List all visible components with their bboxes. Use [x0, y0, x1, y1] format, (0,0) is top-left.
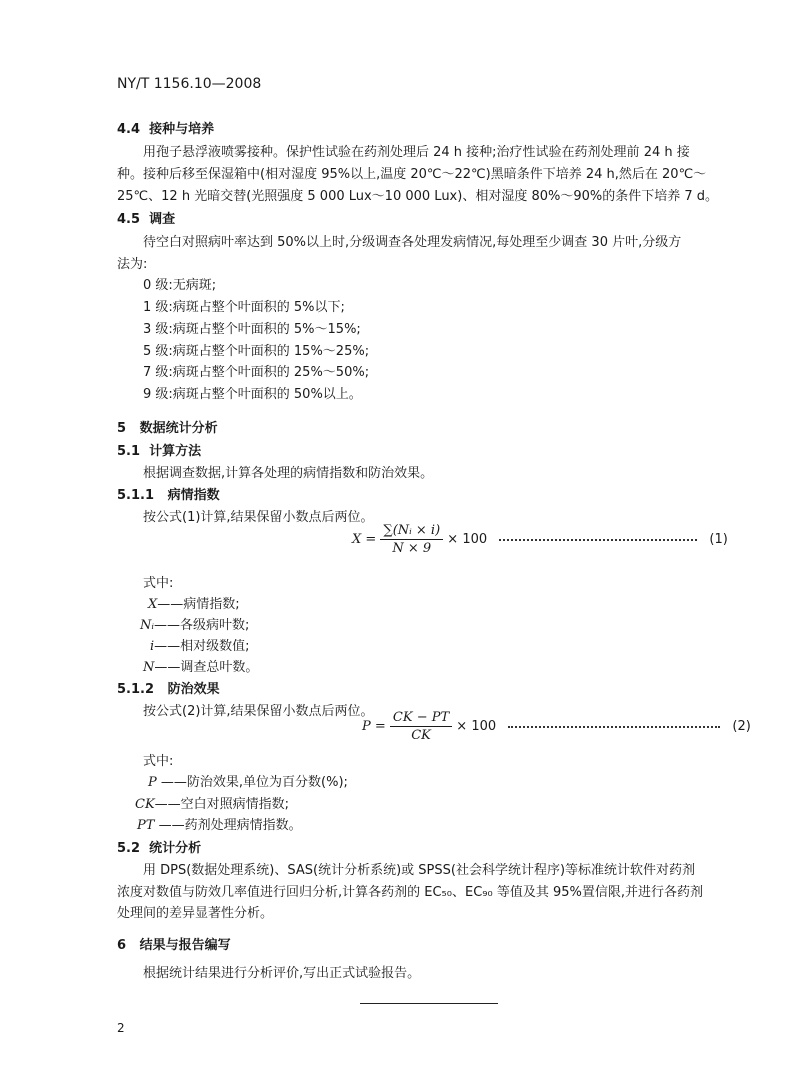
section-title: 病情指数 — [167, 488, 220, 503]
section-title: 计算方法 — [149, 444, 202, 459]
variable-symbol: CK — [135, 797, 155, 812]
section-number: 6 — [117, 938, 127, 953]
section-title: 结果与报告编写 — [139, 938, 231, 953]
leader-dots — [508, 726, 720, 728]
paragraph-line: 25℃、12 h 光暗交替(光照强度 5 000 Lux～10 000 Lux)、相对湿度 80%～90%的条件下培养 7 d。 — [117, 189, 719, 204]
formula-denominator: CK — [411, 728, 431, 743]
variable-definition — [135, 793, 289, 812]
paragraph-line: 种。接种后移至保湿箱中(相对湿度 95%以上,温度 20℃～22℃)黑暗条件下培养 24 h,然后在 20℃～ — [117, 167, 707, 182]
variable-description: ——相对级数值; — [154, 639, 250, 654]
paragraph-line: 按公式(2)计算,结果保留小数点后两位。 — [143, 704, 374, 719]
formula-denominator: N × 9 — [392, 541, 432, 556]
page-number: 2 — [117, 1021, 125, 1035]
section-6-heading — [117, 934, 231, 953]
document-number: NY/T 1156.10—2008 — [117, 76, 262, 92]
paragraph-line: 用 DPS(数据处理系统)、SAS(统计分析系统)或 SPSS(社会科学统计程序)等标准统计软件对药剂 — [143, 863, 696, 878]
section-title: 统计分析 — [149, 841, 202, 856]
grade-item: 3 级:病斑占整个叶面积的 5%～15%; — [143, 322, 361, 337]
variable-description: ——空白对照病情指数; — [154, 797, 290, 812]
variable-symbol: PT — [137, 818, 155, 833]
section-5-1-1-heading — [117, 484, 220, 503]
formula-numerator: ∑(Nᵢ × i) — [380, 523, 443, 540]
variable-symbol: X — [148, 597, 158, 612]
paragraph-line: 待空白对照病叶率达到 50%以上时,分级调查各处理发病情况,每处理至少调查 30 片叶,分级方 — [143, 235, 682, 250]
section-5-2-heading — [117, 837, 201, 856]
paragraph-line: 根据调查数据,计算各处理的病情指数和防治效果。 — [143, 466, 434, 481]
formula-tail: × 100 — [447, 532, 488, 547]
paragraph-line: 用孢子悬浮液喷雾接种。保护性试验在药剂处理后 24 h 接种;治疗性试验在药剂处理前 24 h 接 — [143, 145, 690, 160]
formula-tail: × 100 — [456, 719, 497, 734]
variable-description: ——防治效果,单位为百分数(%); — [160, 775, 348, 790]
variable-description: ——各级病叶数; — [154, 618, 250, 633]
section-5-heading — [117, 417, 218, 436]
variable-definition — [148, 771, 348, 790]
section-title: 接种与培养 — [149, 122, 215, 137]
variable-symbol: P — [148, 775, 157, 790]
formula-lhs: P = — [362, 719, 386, 734]
section-title: 数据统计分析 — [139, 421, 218, 436]
variable-definition — [148, 593, 240, 612]
formula-numerator: CK − PT — [390, 710, 452, 727]
formula-label: (2) — [732, 719, 751, 734]
section-5-1-heading — [117, 440, 201, 459]
formula-1 — [352, 523, 728, 556]
variable-definition — [150, 635, 250, 654]
variable-symbol: Nᵢ — [140, 618, 154, 633]
variable-definition — [140, 614, 249, 633]
leader-dots — [499, 539, 697, 541]
variable-description: ——药剂处理病情指数。 — [158, 818, 302, 833]
variable-description: ——调查总叶数。 — [154, 660, 259, 675]
formula-lhs: X = — [352, 532, 377, 547]
section-title: 调查 — [149, 212, 176, 227]
formula-2 — [362, 710, 751, 743]
grade-item: 0 级:无病斑; — [143, 278, 217, 293]
section-number: 5.1.1 — [117, 488, 155, 503]
where-label: 式中: — [143, 754, 174, 769]
paragraph-line: 法为: — [117, 257, 148, 272]
variable-definition — [137, 814, 302, 833]
grade-item: 1 级:病斑占整个叶面积的 5%以下; — [143, 300, 345, 315]
variable-description: ——病情指数; — [157, 597, 240, 612]
section-4-4-heading — [117, 118, 214, 137]
variable-symbol: i — [150, 639, 155, 654]
formula-fraction — [380, 523, 443, 556]
paragraph-line: 处理间的差异显著性分析。 — [117, 906, 274, 921]
formula-fraction — [390, 710, 452, 743]
paragraph-line: 按公式(1)计算,结果保留小数点后两位。 — [143, 510, 374, 525]
section-number: 4.5 — [117, 212, 141, 227]
grade-item: 9 级:病斑占整个叶面积的 50%以上。 — [143, 387, 362, 402]
paragraph-line: 根据统计结果进行分析评价,写出正式试验报告。 — [143, 966, 421, 981]
formula-label: (1) — [709, 532, 728, 547]
section-title: 防治效果 — [167, 682, 220, 697]
grade-item: 5 级:病斑占整个叶面积的 15%～25%; — [143, 344, 370, 359]
variable-symbol: N — [143, 660, 155, 675]
section-5-1-2-heading — [117, 678, 220, 697]
paragraph-line: 浓度对数值与防效几率值进行回归分析,计算各药剂的 EC₅₀、EC₉₀ 等值及其 95%置信限,并进行各药剂 — [117, 885, 703, 900]
variable-definition — [143, 656, 258, 675]
section-number: 4.4 — [117, 122, 141, 137]
section-number: 5.1.2 — [117, 682, 155, 697]
section-number: 5.1 — [117, 444, 141, 459]
where-label: 式中: — [143, 576, 174, 591]
section-number: 5.2 — [117, 841, 141, 856]
end-rule — [360, 1003, 498, 1004]
section-4-5-heading — [117, 208, 175, 227]
section-number: 5 — [117, 421, 127, 436]
grade-item: 7 级:病斑占整个叶面积的 25%～50%; — [143, 365, 370, 380]
